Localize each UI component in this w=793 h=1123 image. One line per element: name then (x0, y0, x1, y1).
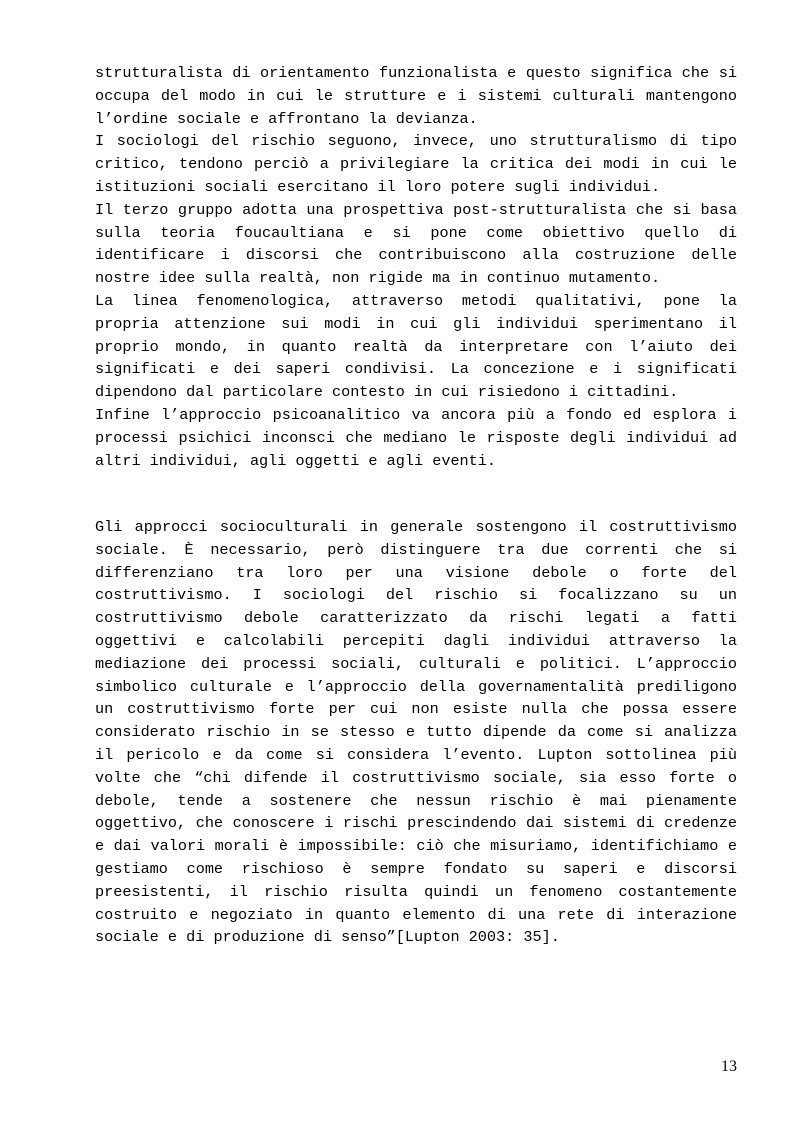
text-section-1 (95, 62, 737, 472)
paragraph-psychoanalytic: Infine l’approccio psicoanalitico va ancora più a fondo ed esplora i processi psichici inconsci che mediano le risposte degli individui ad altri individui, agli oggetti e agli eventi. (95, 405, 737, 470)
paragraph-constructivism: Gli approcci socioculturali in generale sostengono il costruttivismo sociale. È necessario, però distinguere tra due correnti che si differenziano tra loro per una visione debole o forte del costruttivismo. I sociologi del rischio si focalizzano su un costruttivismo debole caratterizzato da rischi legati a fatti oggettivi e calcolabili percepiti dagli individui attraverso la mediazione dei processi sociali, culturali e politici. L’approccio simbolico culturale e l’approccio della governamentalità prediligono un costruttivismo forte per cui non esiste nulla che possa essere considerato rischio in se stesso e tutto dipende da come si analizza il pericolo e da come si considera l’evento. Lupton sottolinea più volte che “chi difende il costruttivismo sociale, sia esso forte o debole, tende a sostenere che nessun rischio è mai pienamente oggettivo, che conoscere i rischi prescindendo dai sistemi di credenze e dai valori morali è impossibile: ciò che misuriamo, identifichiamo e gestiamo come rischioso è sempre fondato su saperi e discorsi preesistenti, il rischio risulta quindi un fenomeno costantemente costruito e negoziato in quanto elemento di una rete di interazione sociale e di produzione di senso”[Lupton 2003: 35]. (95, 518, 737, 947)
text-section-2 (95, 516, 737, 949)
paragraph-post-structuralist: Il terzo gruppo adotta una prospettiva post-strutturalista che si basa sulla teoria foucaultiana e si pone come obiettivo quello di identificare i discorsi che contribuiscono alla costruzione delle nostre idee sulla realtà, non rigide ma in continuo mutamento. (95, 200, 737, 288)
paragraph-phenomenological: La linea fenomenologica, attraverso metodi qualitativi, pone la propria attenzione sui modi in cui gli individui sperimentano il proprio mondo, in quanto realtà da interpretare con l’aiuto dei significati e dei saperi condivisi. La concezione e i significati dipendono dal particolare contesto in cui risiedono i cittadini. (95, 291, 737, 402)
paragraph-functionalist: strutturalista di orientamento funzionalista e questo significa che si occupa del modo in cui le strutture e i sistemi culturali mantengono l’ordine sociale e affrontano la devianza. (95, 64, 737, 128)
paragraph-risk-sociologists: I sociologi del rischio seguono, invece, uno strutturalismo di tipo critico, tendono perciò a privilegiare la critica dei modi in cui le istituzioni sociali esercitano il loro potere sugli individui. (95, 132, 737, 196)
page-number: 13 (721, 1058, 737, 1075)
